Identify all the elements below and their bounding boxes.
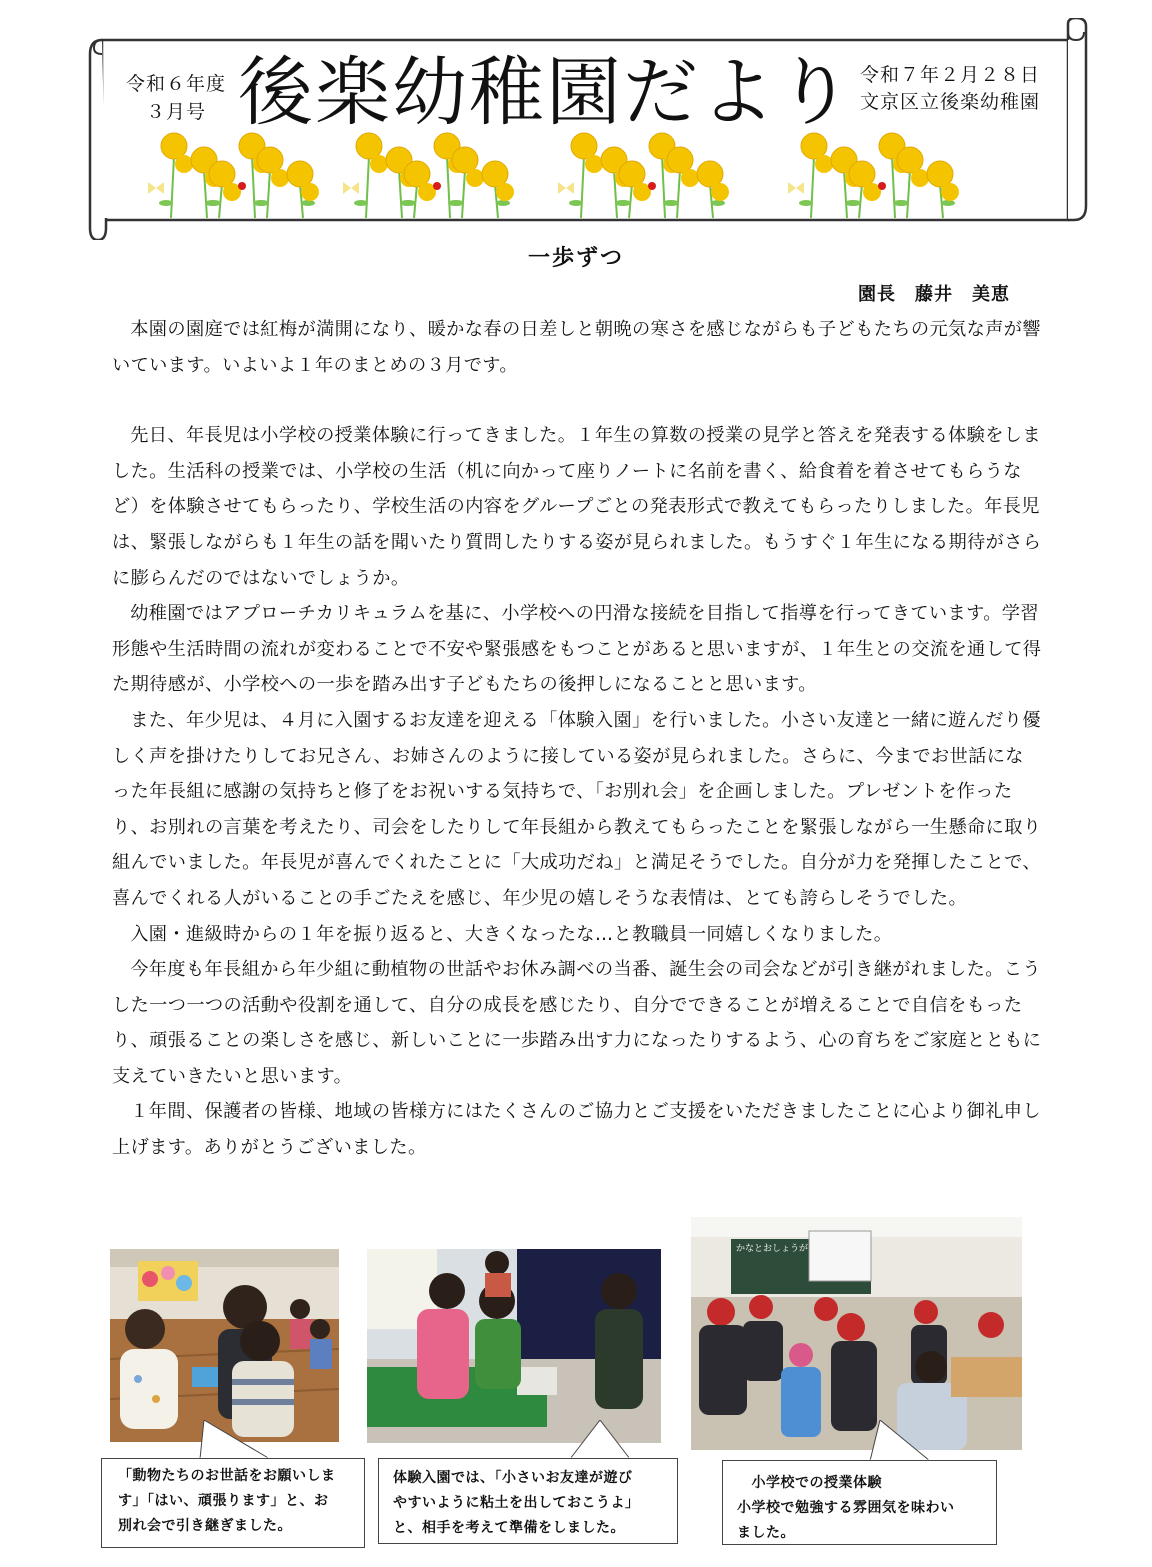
publish-info (860, 62, 1040, 116)
paragraph: 入園・進級時からの１年を振り返ると、大きくなったな…と教職員一同嬉しくなりました。 (130, 923, 893, 945)
paragraph: 今年度も年長組から年少組に動植物の世話やお休み調べの当番、誕生会の司会などが引き継がれました。こうした一つ一つの活動や役割を通して、自分の成長を感じたり、自分でできることが増えることで自信をもったり、頑張ることの楽しさを感じ、新しいことに一歩踏み出す力になったりするよう、心の育ちをご家庭とともに支えていきたいと思います。 (112, 959, 1042, 1087)
callout-tail (850, 1420, 960, 1462)
trial-enrollment-image (367, 1249, 661, 1443)
caption-line: 「動物たちのお世話をお願いしま (118, 1468, 336, 1484)
article-author: 園長 藤井 美恵 (858, 284, 1010, 305)
callout-tail (560, 1420, 670, 1460)
caption-line: す」「はい、頑張ります」と、お (118, 1493, 329, 1509)
caption-line: 小学校で勉強する雰囲気を味わい (737, 1500, 955, 1516)
photo-school-class (691, 1217, 1022, 1450)
paragraph: 本園の園庭では紅梅が満開になり、暖かな春の日差しと朝晩の寒さを感じながらも子どもたちの元気な声が響いています。いよいよ１年のまとめの３月です。 (112, 319, 1041, 376)
issue-month: ３月号 (145, 101, 206, 123)
issue-info (116, 70, 236, 126)
caption-farewell (101, 1458, 365, 1548)
photo-farewell-party (110, 1249, 339, 1442)
newsletter-title: 後楽幼稚園だより (238, 48, 855, 136)
article-body (112, 312, 1042, 1166)
issue-year: 令和６年度 (125, 73, 226, 95)
article-title: 一歩ずつ (527, 246, 624, 271)
school-class-image (691, 1217, 1022, 1450)
caption-line: と、相手を考えて準備をしました。 (393, 1520, 625, 1536)
caption-line: やすいように粘土を出しておこうよ」 (393, 1495, 640, 1511)
photo-trial-enrollment (367, 1249, 661, 1443)
caption-trial-enrollment (378, 1458, 678, 1544)
publisher-name: 文京区立後楽幼稚園 (860, 91, 1041, 113)
farewell-party-image (110, 1249, 339, 1442)
blackboard-text: かなとおしょうが (736, 1244, 809, 1254)
paragraph: １年間、保護者の皆様、地域の皆様方にはたくさんのご協力とご支援をいただきましたことに心より御礼申し上げます。ありがとうございました。 (112, 1101, 1041, 1159)
caption-line: ました。 (737, 1525, 795, 1541)
paragraph: 先日、年長児は小学校の授業体験に行ってきました。１年生の算数の授業の見学と答えを発表する体験をしました。生活科の授業では、小学校の生活（机に向かって座りノートに名前を書く、給食着を着させてもらうなど）を体験させてもらったり、学校生活の内容をグループごとの発表形式で教えてもらったりしました。年長児は、緊張しながらも１年生の話を聞いたり質問したりする姿が見られました。もうすぐ１年生になる期待がさらに膨らんだのではないでしょうか。 (112, 425, 1042, 589)
callout-tail (180, 1420, 300, 1460)
caption-line: 体験入園では、「小さいお友達が遊び (393, 1470, 633, 1486)
paragraph: また、年少児は、４月に入園するお友達を迎える「体験入園」を行いました。小さい友達と一緒に遊んだり優しく声を掛けたりしてお兄さん、お姉さんのように接している姿が見られました。さらに、今までお世話になった年長組に感謝の気持ちと修了をお祝いする気持ちで、「お別れ会」を企画しました。プレゼントを作ったり、お別れの言葉を考えたり、司会をしたりして年長組から教えてもらったことを緊張しながら一生懸命に取り組んでいました。年長児が喜んでくれたことに「大成功だね」と満足そうでした。自分が力を発揮したことで、喜んでくれる人がいることの手ごたえを感じ、年少児の嬉しそうな表情は、とても誇らしそうでした。 (112, 709, 1042, 909)
caption-line: 別れ会で引き継ぎました。 (118, 1518, 292, 1534)
paragraph: 幼稚園ではアプローチカリキュラムを基に、小学校への円滑な接続を目指して指導を行ってきています。学習形態や生活時間の流れが変わることで不安や緊張感をもつことがあると思いますが、１年生との交流を通して得た期待感が、小学校への一歩を踏み出す子どもたちの後押しになることと思います。 (112, 603, 1042, 696)
caption-school-class (722, 1460, 997, 1545)
caption-line: 小学校での授業体験 (737, 1475, 882, 1491)
publish-date: 令和７年２月２８日 (860, 64, 1041, 86)
